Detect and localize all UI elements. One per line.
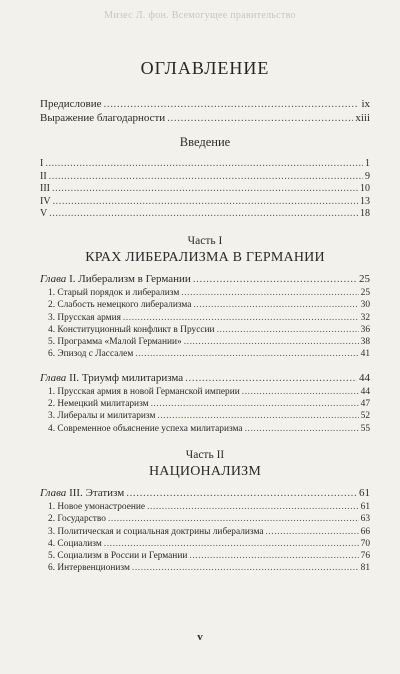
toc-section: 1. Старый порядок и либерализм ..... 25 [40, 287, 370, 299]
part1-title: КРАХ ЛИБЕРАЛИЗМА В ГЕРМАНИИ [85, 249, 325, 265]
toc-section: 5. Социализм в России и Германии ..... 76 [40, 550, 370, 562]
toc-section: 5. Программа «Малой Германии» ..... 38 [40, 336, 370, 348]
part1-label: Часть I [187, 234, 223, 247]
toc-section: 3. Политическая и социальная доктрины либерализма ..... 66 [40, 526, 370, 538]
toc-chapter-3: Глава III. Этатизм ..... 61 [40, 486, 370, 501]
toc-section: 4. Социализм ..... 70 [40, 538, 370, 550]
toc-section: 4. Конституционный конфликт в Пруссии ..... 36 [40, 324, 370, 336]
toc-chapter-2: Глава II. Триумф милитаризма ..... 44 [40, 371, 370, 386]
page-title: ОГЛАВЛЕНИЕ [140, 58, 270, 78]
toc-section: 1. Новое умонастроение ..... 61 [40, 501, 370, 513]
toc-section: 3. Прусская армия ..... 32 [40, 312, 370, 324]
front-matter [40, 97, 370, 125]
part2-label: Часть II [185, 448, 225, 461]
toc-section: 2. Немецкий милитаризм ..... 47 [40, 398, 370, 410]
toc-section: 1. Прусская армия в новой Германской империи ..... 44 [40, 386, 370, 398]
part2-title: НАЦИОНАЛИЗМ [148, 463, 262, 479]
toc-section: 4. Современное объяснение успеха милитаризма ..... 55 [40, 423, 370, 435]
toc-entry-acknowledgements: Выражение благодарности ..... xiii [40, 111, 370, 125]
toc-section: 2. Слабость немецкого либерализма ..... 30 [40, 299, 370, 311]
toc-section: 6. Эпизод с Лассалем ..... 41 [40, 348, 370, 360]
page-number: v [197, 631, 203, 643]
toc-entry-preface: Предисловие ..... ix [40, 97, 370, 111]
toc-entry-intro-i: I ..... 1 [40, 158, 370, 171]
running-head: Мизес Л. фон. Всемогущее правительство [104, 10, 296, 21]
toc-entry-intro-iv: IV ..... 13 [40, 196, 370, 209]
toc-chapter-1: Глава I. Либерализм в Германии ..... 25 [40, 272, 370, 287]
intro-list [40, 158, 370, 221]
toc-section: 3. Либералы и милитаризм ..... 52 [40, 410, 370, 422]
toc-entry-intro-ii: II ..... 9 [40, 171, 370, 184]
toc-entry-intro-v: V ..... 18 [40, 208, 370, 221]
intro-heading: Введение [179, 135, 231, 149]
toc-entry-intro-iii: III ..... 10 [40, 183, 370, 196]
toc-section: 6. Интервенционизм ..... 81 [40, 562, 370, 574]
table-of-contents [40, 58, 370, 575]
toc-section: 2. Государство ..... 63 [40, 513, 370, 525]
